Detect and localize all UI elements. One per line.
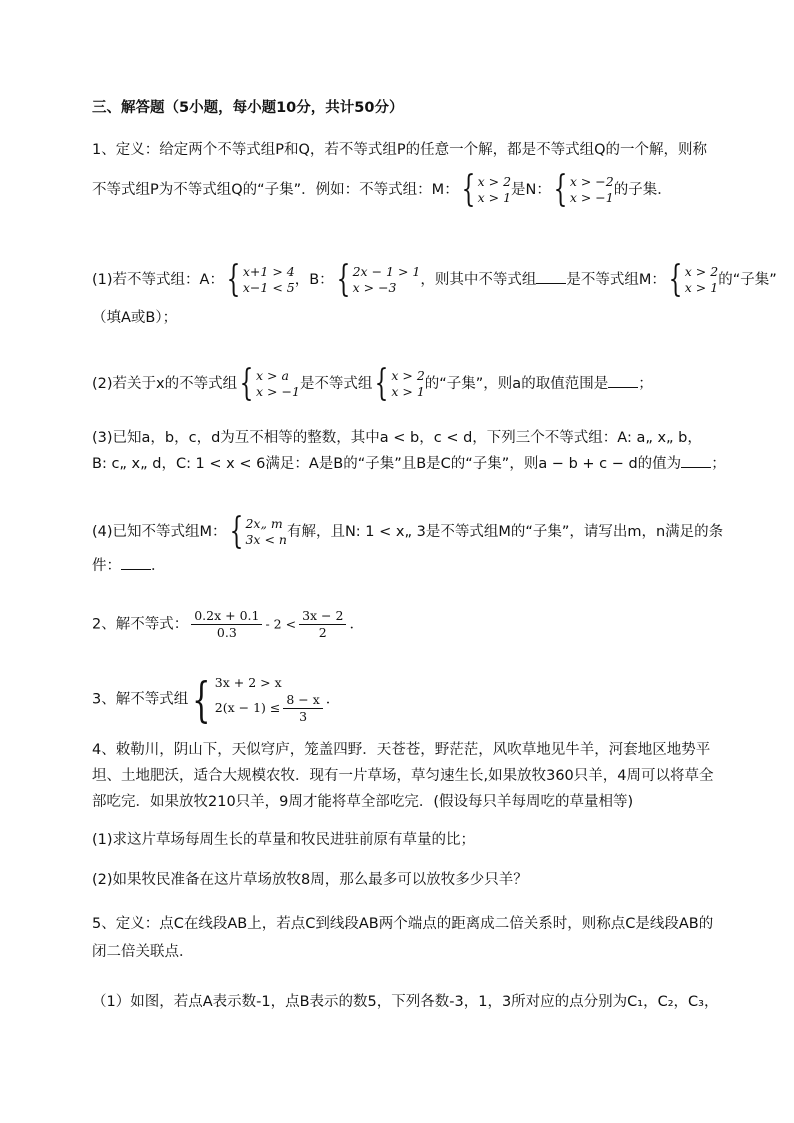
system-N-row1: x > −2 bbox=[569, 174, 614, 189]
q2-frac2-den: 2 bbox=[318, 625, 327, 640]
q3-fraction bbox=[283, 692, 322, 725]
system-M2: { x > 2 x > 1 bbox=[668, 259, 719, 300]
q1-p1-end: 的“子集” bbox=[718, 272, 777, 288]
q2-frac2-num: 3x − 2 bbox=[299, 608, 346, 625]
q3-pre: 3、解不等式组 bbox=[92, 691, 189, 708]
q1-p2-pre: (2)若关于x的不等式组 bbox=[92, 376, 238, 392]
system-p2-2: { x > 2 x > 1 bbox=[375, 363, 425, 404]
system-p2-1-row1: x > a bbox=[256, 368, 289, 383]
q3-row1: 3x + 2 > x bbox=[214, 675, 282, 690]
answer-blank bbox=[536, 270, 566, 284]
q4-line1: 4、敕勒川，阴山下，天似穹庐，笼盖四野．天苍苍，野茫茫，风吹草地见牛羊，河套地区地势平 bbox=[92, 742, 711, 758]
system-N-row2: x > −1 bbox=[569, 190, 614, 205]
system-p2-1: { x > a x > −1 bbox=[239, 363, 300, 404]
system-M3-row1: 2x„ m bbox=[245, 516, 283, 531]
answer-blank bbox=[608, 374, 638, 388]
q1-part4 bbox=[92, 511, 724, 552]
q1-part2 bbox=[92, 363, 653, 404]
system-A-row1: x+1 > 4 bbox=[242, 264, 295, 279]
q1-p4-tail: ． bbox=[151, 558, 166, 574]
q1-line1: 1、定义：给定两个不等式组P和Q，若不等式组P的任意一个解，都是不等式组Q的一个解，则称 bbox=[92, 142, 708, 158]
q2-pre: 2、解不等式： bbox=[92, 616, 189, 633]
q5-part1: （1）如图，若点A表示数-1，点B表示的数5，下列各数-3，1，3所对应的点分别为C₁，C₂，C₃， bbox=[92, 994, 719, 1010]
q1-part1 bbox=[92, 259, 777, 300]
q3 bbox=[92, 671, 341, 728]
q2-end: ． bbox=[349, 616, 364, 633]
system-M3-row2: 3x < n bbox=[245, 532, 287, 547]
q2-mid: - 2 < bbox=[265, 616, 297, 632]
system-A: { x+1 > 4 x−1 < 5 bbox=[226, 259, 295, 300]
q1-p4-line2-text: 件： bbox=[92, 558, 121, 574]
q2-fraction-2 bbox=[299, 608, 346, 641]
q1-p2-end: 的“子集”，则a的取值范围是 bbox=[424, 376, 609, 392]
q2 bbox=[92, 608, 364, 641]
q1-p3-line1: (3)已知a，b，c，d为互不相等的整数，其中a < b，c < d，下列三个不等式组：A: a„ x„ b， bbox=[92, 430, 702, 446]
q1-p3-tail: ； bbox=[711, 456, 726, 472]
system-M3: { 2x„ m 3x < n bbox=[229, 511, 287, 552]
system-M: { x > 2 x > 1 bbox=[461, 169, 512, 210]
q1-p3-line2 bbox=[92, 454, 726, 474]
system-M2-row2: x > 1 bbox=[684, 280, 719, 295]
system-A-row2: x−1 < 5 bbox=[242, 280, 295, 295]
q4-line3: 部吃完．如果放牧210只羊，9周才能将草全部吃完．(假设每只羊每周吃的草量相等) bbox=[92, 794, 634, 810]
q2-frac1-den: 0.3 bbox=[216, 625, 237, 640]
system-M2-row1: x > 2 bbox=[684, 264, 719, 279]
q3-frac-num: 8 − x bbox=[283, 692, 322, 709]
section-title: 三、解答题（5小题，每小题10分，共计50分） bbox=[92, 100, 404, 116]
system-p2-2-row2: x > 1 bbox=[391, 384, 425, 399]
q1-p1-b: ，B： bbox=[294, 272, 334, 288]
q1-line2-post: 的子集． bbox=[613, 182, 672, 198]
q1-p3-line2-text: B: c„ x„ d，C: 1 < x < 6满足：A是B的“子集”且B是C的“子集”，则a − b + c − d的值为 bbox=[92, 456, 682, 472]
q3-end: ． bbox=[325, 691, 341, 708]
system-B-row2: x > −3 bbox=[352, 280, 397, 295]
q1-p1-note: （填A或B）； bbox=[92, 310, 178, 326]
q4-part2: (2)如果牧民准备在这片草场放牧8周，那么最多可以放牧多少只羊？ bbox=[92, 872, 528, 888]
q3-row2 bbox=[215, 692, 326, 725]
q1-p2-mid: 是不等式组 bbox=[299, 376, 373, 392]
system-p2-1-row2: x > −1 bbox=[256, 384, 300, 399]
q1-p4-pre: (4)已知不等式组M： bbox=[92, 524, 227, 540]
q1-p1-pre: (1)若不等式组：A： bbox=[92, 272, 224, 288]
system-B: { 2x − 1 > 1 x > −3 bbox=[336, 259, 421, 300]
system-N: { x > −2 x > −1 bbox=[553, 169, 614, 210]
q1-mid-text: 是N： bbox=[511, 182, 551, 198]
q4-part1: (1)求这片草场每周生长的草量和牧民进驻前原有草量的比； bbox=[92, 832, 476, 848]
q1-line2-pre: 不等式组P为不等式组Q的“子集”．例如：不等式组：M： bbox=[92, 182, 459, 198]
q3-system: { 3x + 2 > x 2(x − 1) ≤ $\frac{8 - x}{3}$ bbox=[188, 674, 326, 725]
system-p2-2-row1: x > 2 bbox=[391, 368, 425, 383]
q5-line2: 闭二倍关联点． bbox=[92, 944, 194, 960]
q3-frac-den: 3 bbox=[299, 709, 308, 724]
q1-p4-post: 有解，且N: 1 < x„ 3是不等式组M的“子集”，请写出m，n满足的条 bbox=[286, 524, 724, 540]
system-M-row2: x > 1 bbox=[477, 190, 512, 205]
answer-blank bbox=[121, 556, 151, 570]
answer-blank bbox=[681, 454, 711, 468]
q2-fraction-1 bbox=[191, 608, 262, 641]
q3-row2-pre: 2(x − 1) ≤ bbox=[214, 700, 281, 715]
q4-line2: 坦、土地肥沃，适合大规模农牧．现有一片草场，草匀速生长,如果放牧360只羊，4周可以将草全 bbox=[92, 768, 714, 784]
q1-line2 bbox=[92, 169, 672, 210]
q5-line1: 5、定义：点C在线段AB上，若点C到线段AB两个端点的距离成二倍关系时，则称点C是线段AB的 bbox=[92, 916, 714, 932]
system-M-row1: x > 2 bbox=[477, 174, 512, 189]
q2-frac1-num: 0.2x + 0.1 bbox=[191, 608, 262, 625]
system-B-row1: 2x − 1 > 1 bbox=[352, 264, 421, 279]
q1-p4-line2 bbox=[92, 556, 166, 576]
q1-p2-tail: ； bbox=[638, 376, 653, 392]
q1-p1-mid: ，则其中不等式组 bbox=[420, 272, 537, 288]
q1-p1-mid2: 是不等式组M： bbox=[566, 272, 666, 288]
